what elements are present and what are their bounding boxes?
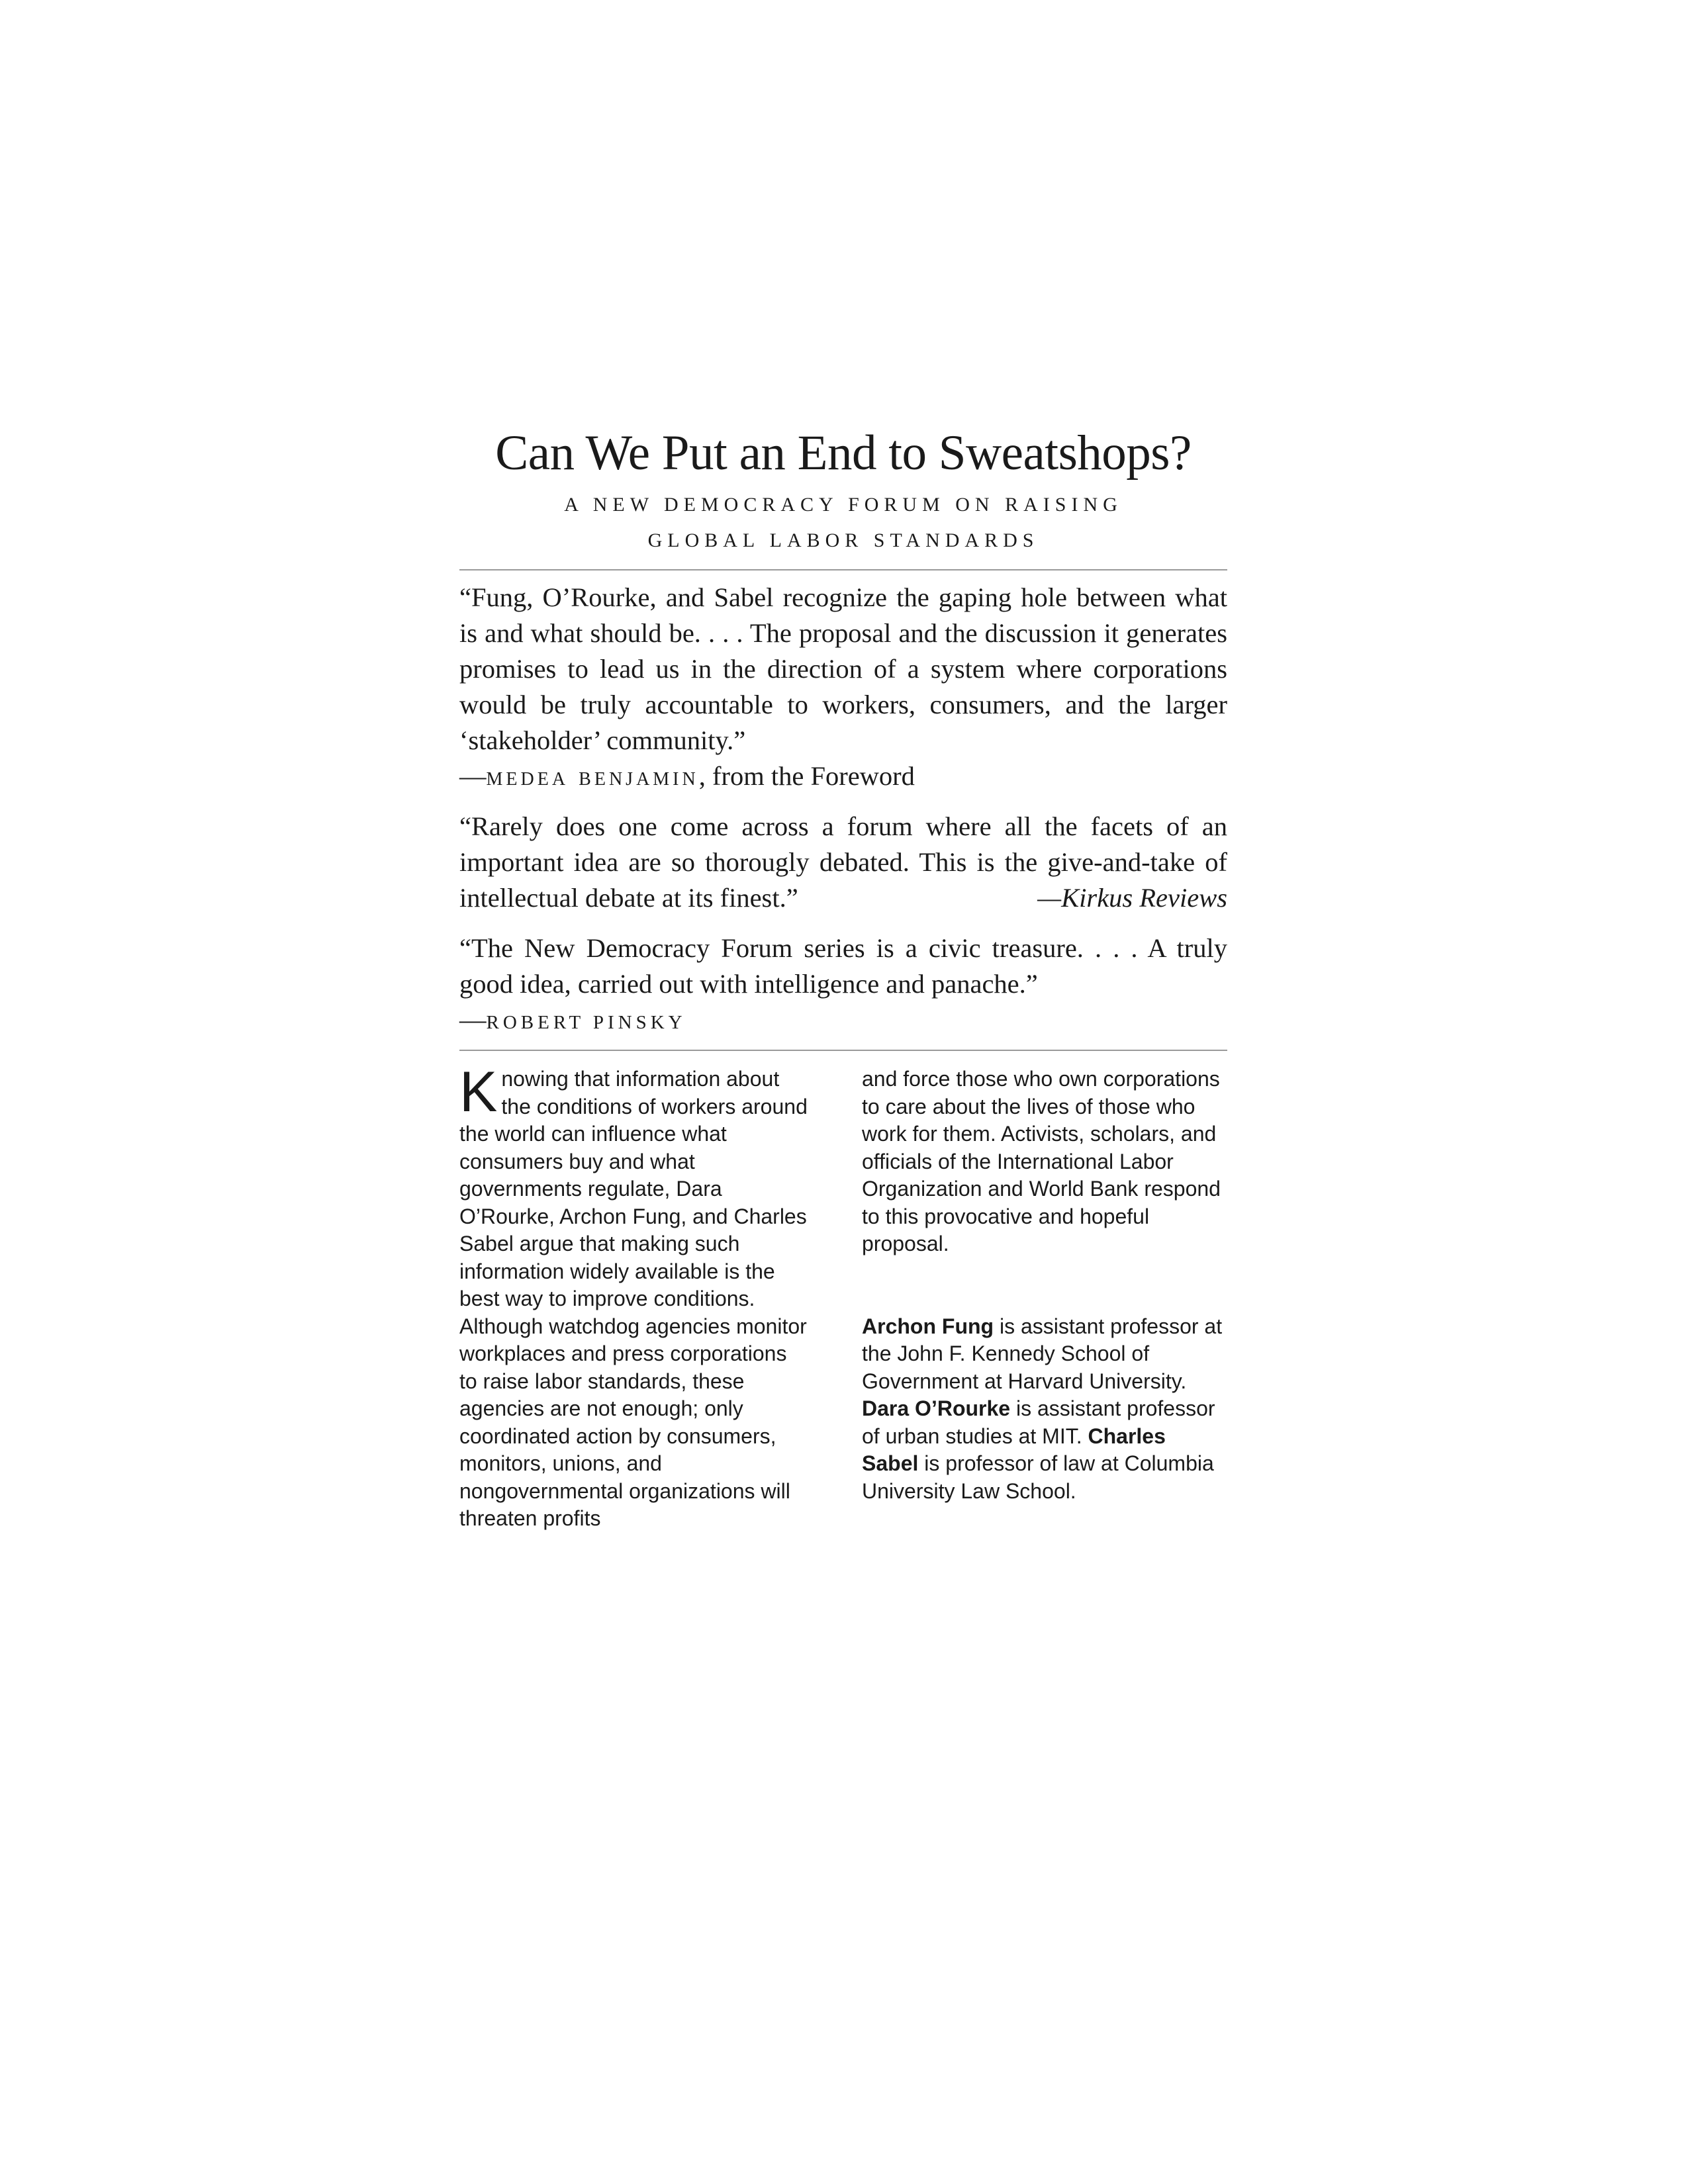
- bio-text-sabel: is professor of law at Columbia University Law School.: [862, 1451, 1214, 1503]
- bio-name-orourke: Dara O’Rourke: [862, 1396, 1011, 1420]
- quote-pinsky: [459, 931, 1227, 1040]
- attribution-dash: —: [459, 1005, 487, 1034]
- drop-cap: K: [459, 1060, 498, 1124]
- divider-middle: [459, 1050, 1227, 1051]
- description-left-column: [459, 1060, 810, 1533]
- subtitle-line-2: GLOBAL LABOR STANDARDS: [647, 529, 1039, 551]
- bio-text-fung: is assistant professor at the John F. Kennedy School of Government at Harvard University.: [862, 1314, 1223, 1393]
- quote-attribution: [459, 1002, 1227, 1040]
- quote-text: “Fung, O’Rourke, and Sabel recognize the gaping hole between what is and what should be. . . . The proposal and the discussion it generates promises to lead us in the direction of a system where corporations would be truly accountable to workers, consumers, and the larger ‘stakeholder’ community.”: [459, 582, 1227, 755]
- description-right-text: and force those who own corporations to care about the lives of those who work for them. Activists, scholars, and officials of the International Labor Organization and World Bank respond to this provocative and hopeful proposal.: [862, 1067, 1221, 1255]
- author-bios: [862, 1313, 1227, 1506]
- quote-body: “Rarely does one come across a forum where all the facets of an important idea are so thorougly debated. This is the give-and-take of intellectual debate at its finest.”: [459, 811, 1227, 913]
- quote-text: “The New Democracy Forum series is a civic treasure. . . . A truly good idea, carried out with intelligence and panache.”: [459, 933, 1227, 999]
- book-title: Can We Put an End to Sweatshops?: [495, 426, 1192, 480]
- quote-benjamin: [459, 580, 1227, 794]
- subtitle-line-1: A NEW DEMOCRACY FORUM ON RAISING: [564, 494, 1123, 516]
- bio-name-fung: Archon Fung: [862, 1314, 994, 1338]
- book-subtitle: [459, 487, 1227, 559]
- description-paragraph: [459, 1060, 810, 1533]
- quote-text: [459, 809, 1227, 916]
- quote-author: ROBERT PINSKY: [486, 1012, 686, 1033]
- description-right-column: [862, 1066, 1227, 1533]
- description-columns: [459, 1060, 1227, 1533]
- quote-kirkus: [459, 809, 1227, 916]
- quote-attribution: [459, 758, 1227, 794]
- attribution-dash: —: [459, 761, 487, 791]
- back-cover: [459, 424, 1227, 1533]
- quote-author: medea benjamin: [486, 761, 699, 791]
- quote-source: —Kirkus Reviews: [1037, 883, 1227, 913]
- quote-source: , from the Foreword: [698, 761, 915, 791]
- bio-name-sabel: Charles Sabel: [862, 1424, 1166, 1475]
- praise-quotes: [459, 570, 1227, 1040]
- description-left-text: nowing that information about the conditions of workers around the world can influence what consumers buy and what governments regulate, Dara O’Rourke, Archon Fung, and Charles Sabel argue that making such information widely available is the best way to improve conditions. Although watchdog agencies monitor workplaces and press corporations to raise labor standards, these agencies are not enough; only coordinated action by consumers, monitors, unions, and nongovernmental organizations will threaten profits: [459, 1067, 808, 1530]
- bio-text-orourke: is assistant professor of urban studies at MIT.: [862, 1396, 1215, 1448]
